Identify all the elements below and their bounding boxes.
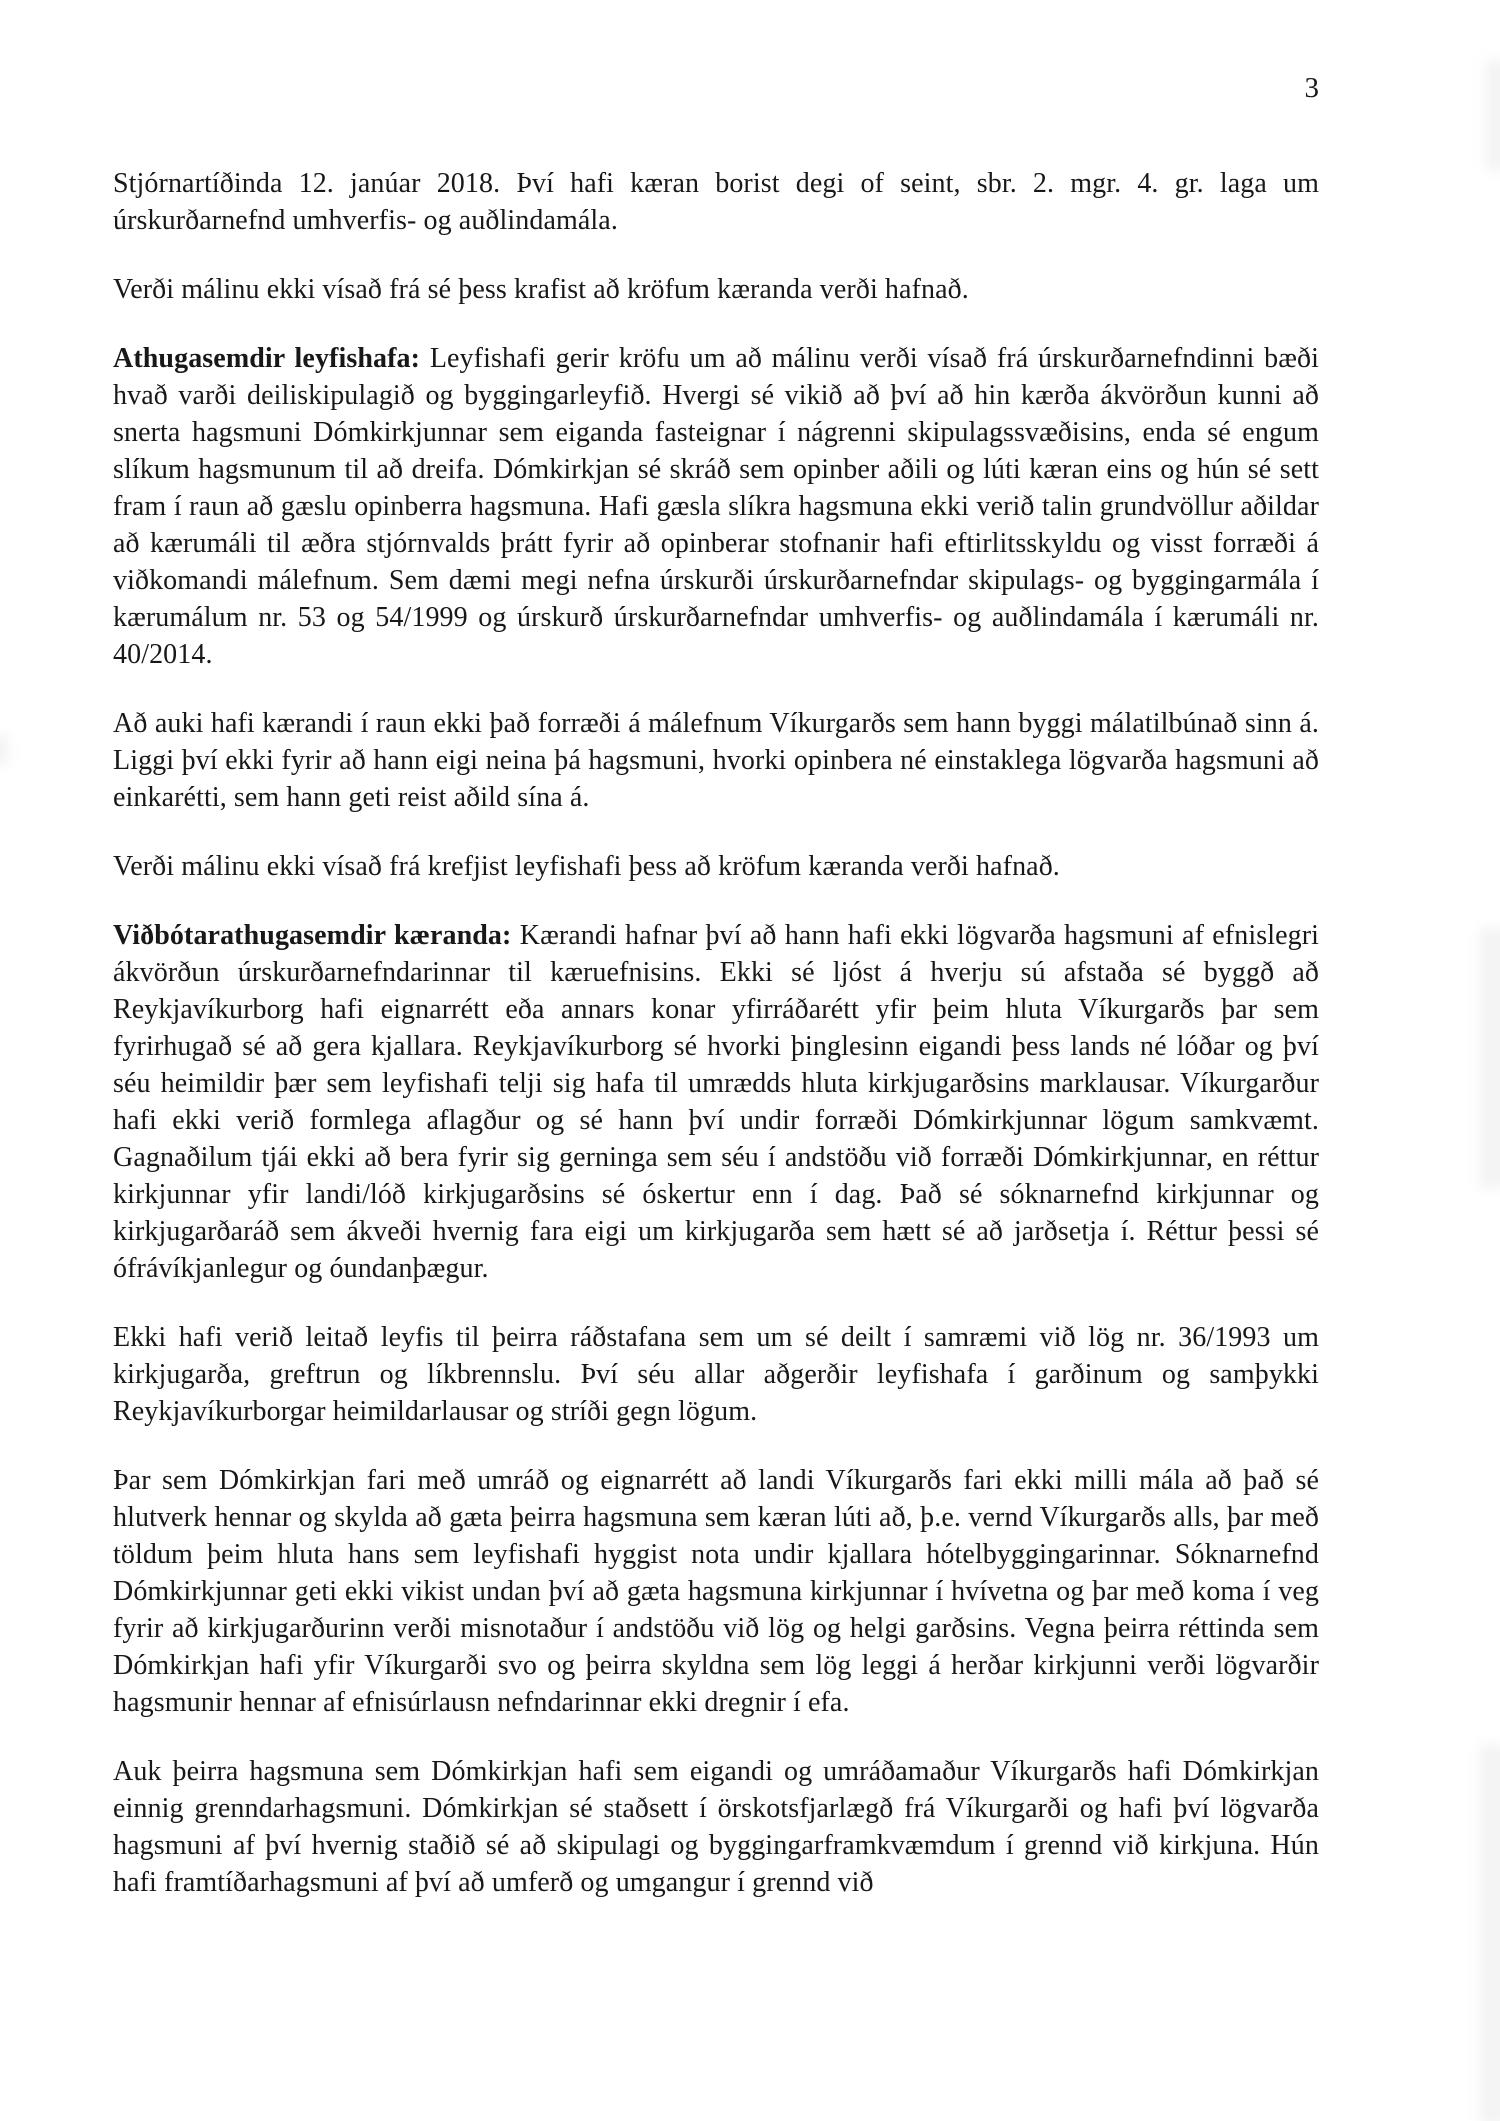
text-block: [113, 70, 1319, 1933]
paragraph-text: Kærandi hafnar því að hann hafi ekki lögvarða hagsmuni af efnislegri ákvörðun úrskurðarnefndarinnar til kæruefnisins. Ekki sé ljóst á hverju sú afstaða sé byggð að Reykjavíkurborg hafi eignarrétt eða annars konar yfirráðarétt yfir þeim hluta Víkurgarðs þar sem fyrirhugað sé að gera kjallara. Reykjavíkurborg sé hvorki þinglesinn eigandi þess lands né lóðar og því séu heimildir þær sem leyfishafi telji sig hafa til umrædds hluta kirkjugarðsins marklausar. Víkurgarður hafi ekki verið formlega aflagður og sé hann því undir forræði Dómkirkjunnar lögum samkvæmt. Gagnaðilum tjái ekki að bera fyrir sig gerninga sem séu í andstöðu við forræði Dómkirkjunnar, en réttur kirkjunnar yfir landi/lóð kirkjugarðsins sé óskertur enn í dag. Það sé sóknarnefnd kirkjunnar og kirkjugarðaráð sem ákveði hvernig fara eigi um kirkjugarða sem hætt sé að jarðsetja í. Réttur þessi sé ófrávíkjanlegur og óundanþægur.: [113, 920, 1320, 1284]
paragraph-8: Þar sem Dómkirkjan fari með umráð og eignarrétt að landi Víkurgarðs fari ekki milli mála að það sé hlutverk hennar og skylda að gæta þeirra hagsmuna sem kæran lúti að, þ.e. vernd Víkurgarðs alls, þar með töldum þeim hluta hans sem leyfishafi hyggist nota undir kjallara hótelbyggingarinnar. Sóknarnefnd Dómkirkjunnar geti ekki vikist undan því að gæta hagsmuna kirkjunnar í hvívetna og þar með koma í veg fyrir að kirkjugarðurinn verði misnotaður í andstöðu við lög og helgi garðsins. Vegna þeirra réttinda sem Dómkirkjan hafi yfir Víkurgarði svo og þeirra skyldna sem lög leggi á herðar kirkjunni verði lögvarðir hagsmunir hennar af efnisúrlausn nefndarinnar ekki dregnir í efa.: [113, 1465, 1319, 1718]
scan-artifact: [1486, 60, 1500, 170]
scan-artifact: [0, 735, 8, 765]
paragraph-3: [113, 340, 1319, 673]
paragraph-5: Verði málinu ekki vísað frá krefjist leyfishafi þess að kröfum kæranda verði hafnað.: [113, 851, 1060, 882]
paragraph-text: Leyfishafi gerir kröfu um að málinu verði vísað frá úrskurðarnefndinni bæði hvað varði deiliskipulagið og byggingarleyfið. Hvergi sé vikið að því að hin kærða ákvörðun kunni að snerta hagsmuni Dómkirkjunnar sem eiganda fasteignar í nágrenni skipulagssvæðisins, enda sé engum slíkum hagsmunum til að dreifa. Dómkirkjan sé skráð sem opinber aðili og lúti kæran eins og hún sé sett fram í raun að gæslu opinberra hagsmuna. Hafi gæsla slíkra hagsmuna ekki verið talin grundvöllur aðildar að kærumáli til æðra stjórnvalds þrátt fyrir að opinberar stofnanir hafi eftirlitsskyldu og visst forræði á viðkomandi málefnum. Sem dæmi megi nefna úrskurði úrskurðarnefndar skipulags- og byggingarmála í kærumálum nr. 53 og 54/1999 og úrskurð úrskurðarnefndar umhverfis- og auðlindamála í kærumáli nr. 40/2014.: [113, 343, 1319, 670]
paragraph-6: [113, 917, 1319, 1287]
paragraph-7: Ekki hafi verið leitað leyfis til þeirra ráðstafana sem um sé deilt í samræmi við lög nr. 36/1993 um kirkjugarða, greftrun og líkbrennslu. Því séu allar aðgerðir leyfishafa í garðinum og samþykki Reykjavíkurborgar heimildarlausar og stríði gegn lögum.: [113, 1322, 1319, 1427]
paragraph-1: Stjórnartíðinda 12. janúar 2018. Því hafi kæran borist degi of seint, sbr. 2. mgr. 4. gr. laga um úrskurðarnefnd umhverfis- og auðlindamála.: [113, 168, 1319, 236]
scan-artifact: [1480, 928, 1500, 1188]
paragraph-label-kaerandi: Viðbótarathugasemdir kæranda:: [113, 920, 512, 951]
paragraph-9: Auk þeirra hagsmuna sem Dómkirkjan hafi sem eigandi og umráðamaður Víkurgarðs hafi Dómkirkjan einnig grenndarhagsmuni. Dómkirkjan sé staðsett í örskotsfjarlægð frá Víkurgarði og hafi því lögvarða hagsmuni af því hvernig staðið sé að skipulagi og byggingarframkvæmdum í grennd við kirkjuna. Hún hafi framtíðarhagsmuni af því að umferð og umgangur í grennd við: [113, 1756, 1319, 1898]
scan-artifact: [1480, 1745, 1500, 2121]
page-number: 3: [1304, 72, 1319, 104]
paragraph-4: Að auki hafi kærandi í raun ekki það forræði á málefnum Víkurgarðs sem hann byggi málatilbúnað sinn á. Liggi því ekki fyrir að hann eigi neina þá hagsmuni, hvorki opinbera né einstaklega lögvarða hagsmuni að einkarétti, sem hann geti reist aðild sína á.: [113, 708, 1319, 813]
paragraph-2: Verði málinu ekki vísað frá sé þess krafist að kröfum kæranda verði hafnað.: [113, 274, 969, 305]
paragraph-label-leyfishafi: Athugasemdir leyfishafa:: [113, 343, 421, 374]
